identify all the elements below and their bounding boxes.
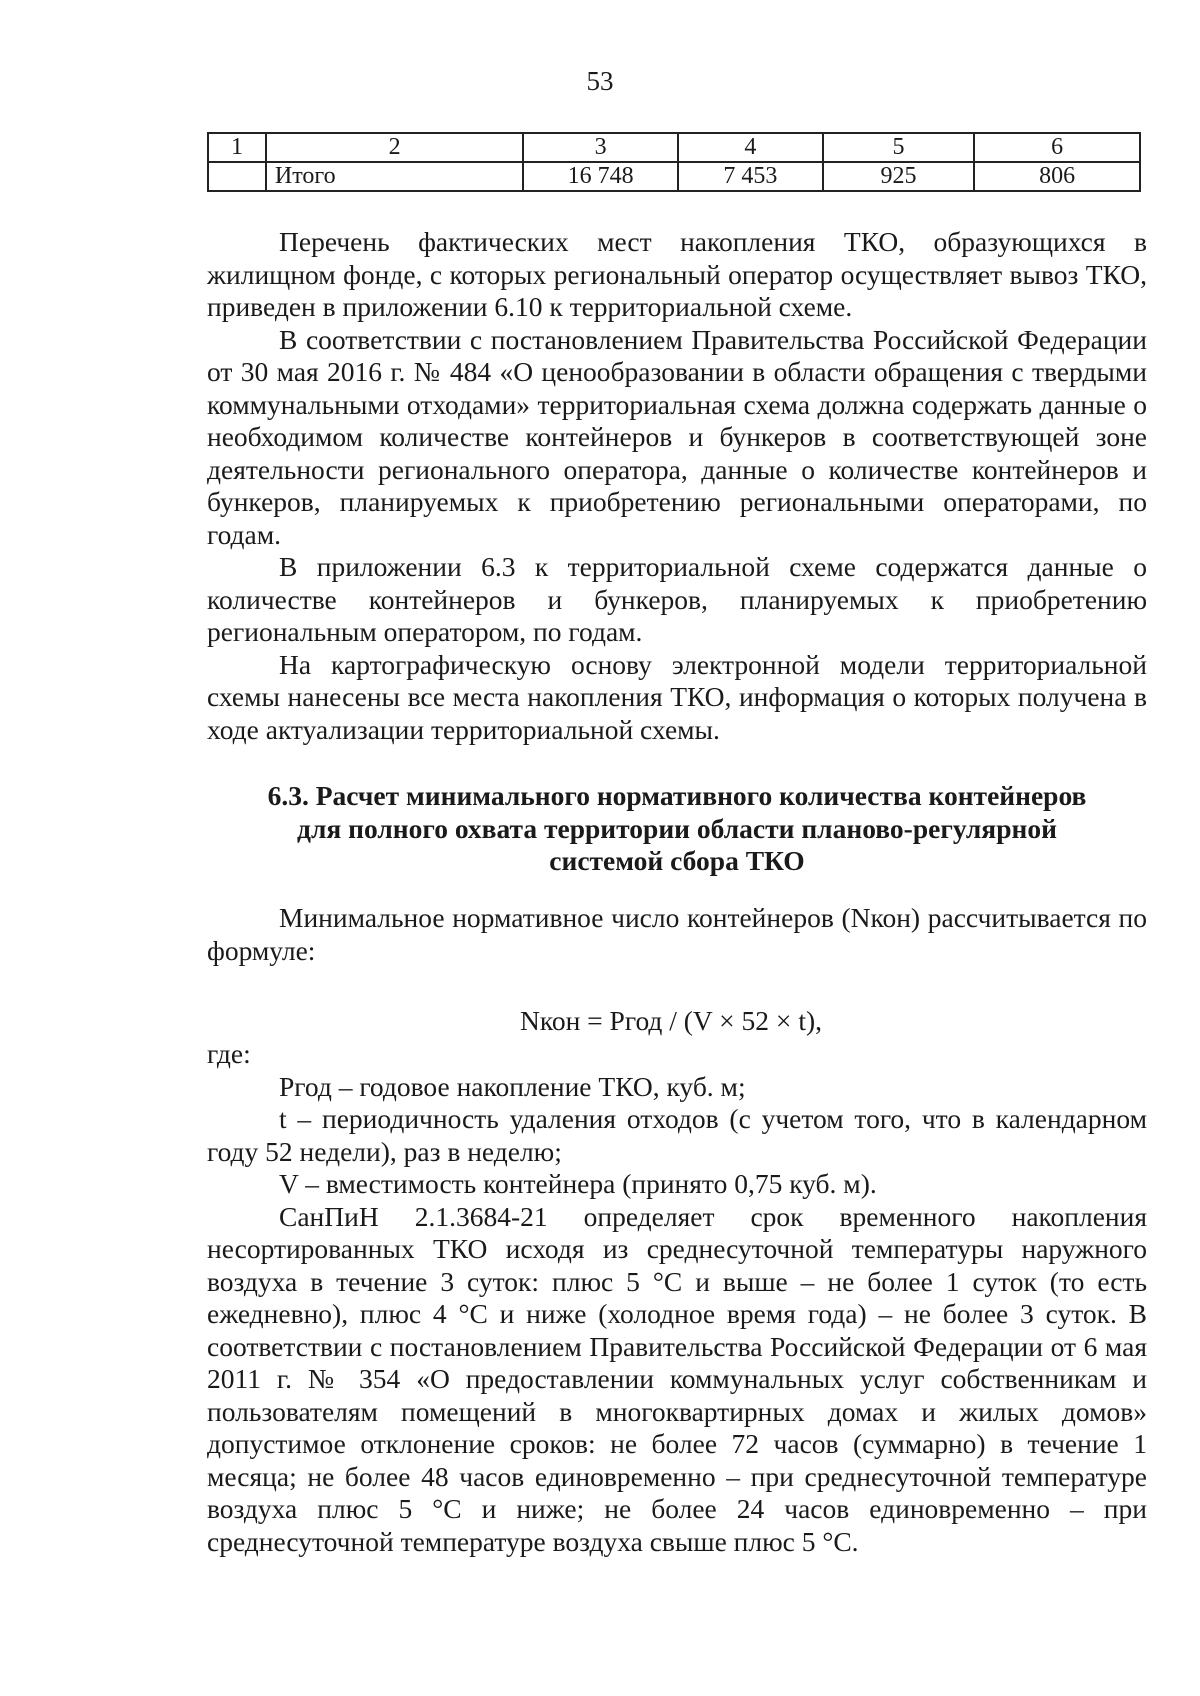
paragraph: Перечень фактических мест накопления ТКО, образующихся в жилищном фонде, с которых региональный оператор осуществляет вывоз ТКО, приведен в приложении 6.10 к территориальной схеме. — [207, 226, 1147, 322]
table-cell — [208, 162, 266, 191]
definition-item: V – вместимость контейнера (принято 0,75 куб. м). — [279, 1168, 877, 1199]
closing-paragraph: СанПиН 2.1.3684-21 определяет срок временного накопления несортированных ТКО исходя из среднесуточной температуры наружного воздуха в течение 3 суток: плюс 5 °С и выше – не более 1 суток (то есть ежедневно), плюс 4 °С и ниже (холодное время года) – не более 3 суток. В соответствии с постановлением Правительства Российской Федерации от 6 мая 2011 г. № 354 «О предоставлении коммунальных услуг собственникам и пользователям помещений в многоквартирных домах и жилых домов» допустимое отклонение сроков: не более 72 часов (суммарно) в течение 1 месяца; не более 48 часов единовременно – при среднесуточной температуре воздуха плюс 5 °С и ниже; не более 24 часов единовременно – при среднесуточной температуре воздуха свыше плюс 5 °С. — [207, 1200, 1147, 1557]
total-label: Итого — [266, 162, 523, 191]
definitions-section — [207, 1038, 1147, 1558]
table-cell: 6 — [974, 133, 1140, 162]
heading-line: для полного охвата территории области планово-регулярной — [297, 812, 1057, 844]
intro-section — [207, 226, 1147, 746]
section-heading — [207, 780, 1147, 878]
table-cell: 4 — [678, 133, 823, 162]
table-cell: 2 — [266, 133, 523, 162]
table-cell: 3 — [523, 133, 678, 162]
table-header-row — [208, 133, 1140, 162]
heading-line: системой сбора ТКО — [549, 845, 805, 876]
summary-table — [207, 132, 1141, 192]
where-label: где: — [207, 1038, 251, 1069]
heading-line: 6.3. Расчет минимального нормативного количества контейнеров — [267, 780, 1087, 811]
page-number: 53 — [586, 66, 614, 96]
table-cell: 1 — [208, 133, 266, 162]
table-cell: 806 — [974, 162, 1140, 191]
table-total-row — [208, 162, 1140, 191]
paragraph: В приложении 6.3 к территориальной схеме содержатся данные о количестве контейнеров и бункеров, планируемых к приобретению региональным оператором, по годам. — [207, 551, 1147, 647]
formula-intro: Минимальное нормативное число контейнеров (Nкон) рассчитывается по формуле: — [207, 902, 1147, 966]
paragraph: На картографическую основу электронной модели территориальной схемы нанесены все места накопления ТКО, информация о которых получена в ходе актуализации территориальной схемы. — [207, 648, 1147, 745]
definition-item: Ргод – годовое накопление ТКО, куб. м; — [279, 1070, 746, 1102]
table-cell: 16 748 — [523, 162, 678, 191]
table-cell: 925 — [823, 162, 975, 191]
table-cell: 5 — [823, 133, 975, 162]
definition-item: t – периодичность удаления отходов (с учетом того, что в календарном году 52 недели), раз в неделю; — [207, 1103, 1147, 1167]
paragraph: В соответствии с постановлением Правительства Российской Федерации от 30 мая 2016 г. № 484 «О ценообразовании в области обращения с твердыми коммунальными отходами» территориальная схема должна содержать данные о необходимом количестве контейнеров и бункеров в соответствующей зоне деятельности регионального оператора, данные о количестве контейнеров и бункеров, планируемых к приобретению региональными операторами, по годам. — [207, 323, 1147, 550]
formula-intro-section — [207, 902, 1147, 967]
table-cell: 7 453 — [678, 162, 823, 191]
formula: Nкон = Ргод / (V × 52 × t), — [520, 1005, 822, 1036]
